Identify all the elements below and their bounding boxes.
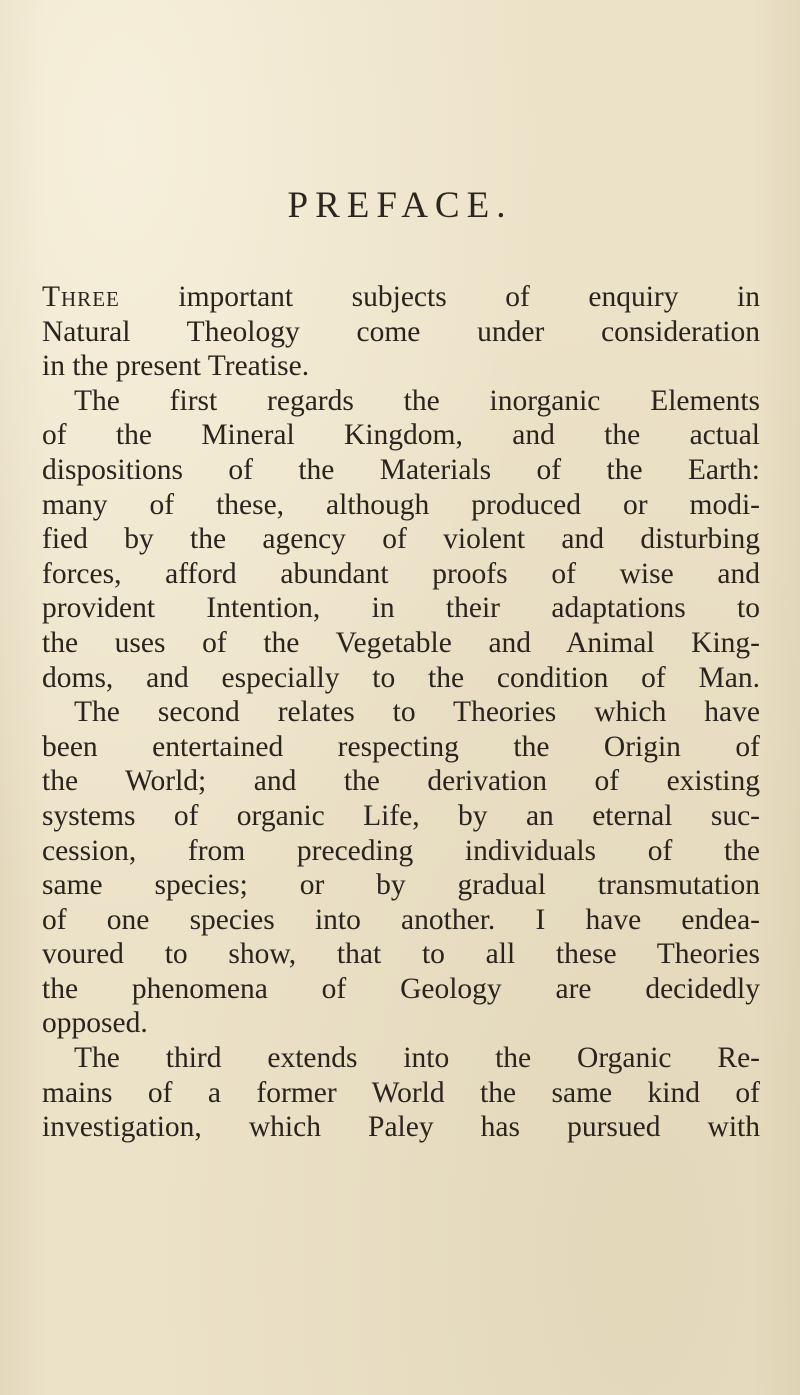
drop-word: Three bbox=[42, 281, 120, 313]
text-line: voured to show, that to all these Theories bbox=[42, 938, 760, 971]
paragraph-4 bbox=[42, 1041, 760, 1145]
text-line: of one species into another. I have endea- bbox=[42, 903, 760, 936]
text-line: systems of organic Life, by an eternal suc- bbox=[42, 799, 760, 832]
text-line: the phenomena of Geology are decidedly bbox=[42, 972, 760, 1005]
page-heading: PREFACE. bbox=[287, 185, 513, 226]
text-line: the uses of the Vegetable and Animal King- bbox=[42, 626, 760, 659]
preface-text bbox=[42, 280, 760, 1145]
text-line: dispositions of the Materials of the Earth: bbox=[42, 453, 760, 486]
text-line: Natural Theology come under consideration bbox=[42, 315, 760, 348]
text-line: provident Intention, in their adaptations to bbox=[42, 592, 760, 625]
text-line: The third extends into the Organic Re- bbox=[74, 1042, 760, 1075]
text-line: of the Mineral Kingdom, and the actual bbox=[42, 419, 760, 452]
text-line: doms, and especially to the condition of Man. bbox=[42, 661, 760, 694]
text-line: The first regards the inorganic Elements bbox=[74, 384, 760, 417]
text-line: fied by the agency of violent and disturbing bbox=[42, 523, 760, 556]
text-line: in the present Treatise. bbox=[42, 350, 310, 383]
text-line: the World; and the derivation of existing bbox=[42, 765, 760, 798]
text-line: forces, afford abundant proofs of wise and bbox=[42, 557, 760, 590]
paragraph-3 bbox=[42, 695, 760, 1041]
text-line: mains of a former World the same kind of bbox=[42, 1076, 760, 1109]
text-line: opposed. bbox=[42, 1007, 148, 1040]
text-line: investigation, which Paley has pursued with bbox=[42, 1111, 760, 1144]
text-line: same species; or by gradual transmutation bbox=[42, 869, 760, 902]
line-rest: important subjects of enquiry in bbox=[119, 281, 760, 313]
paragraph-1 bbox=[42, 280, 760, 384]
paragraph-2 bbox=[42, 384, 760, 695]
text-line: cession, from preceding individuals of the bbox=[42, 834, 760, 867]
text-line: The second relates to Theories which have bbox=[74, 696, 760, 729]
text-line bbox=[42, 280, 760, 315]
text-line: many of these, although produced or modi- bbox=[42, 488, 760, 521]
text-line: been entertained respecting the Origin of bbox=[42, 730, 760, 763]
